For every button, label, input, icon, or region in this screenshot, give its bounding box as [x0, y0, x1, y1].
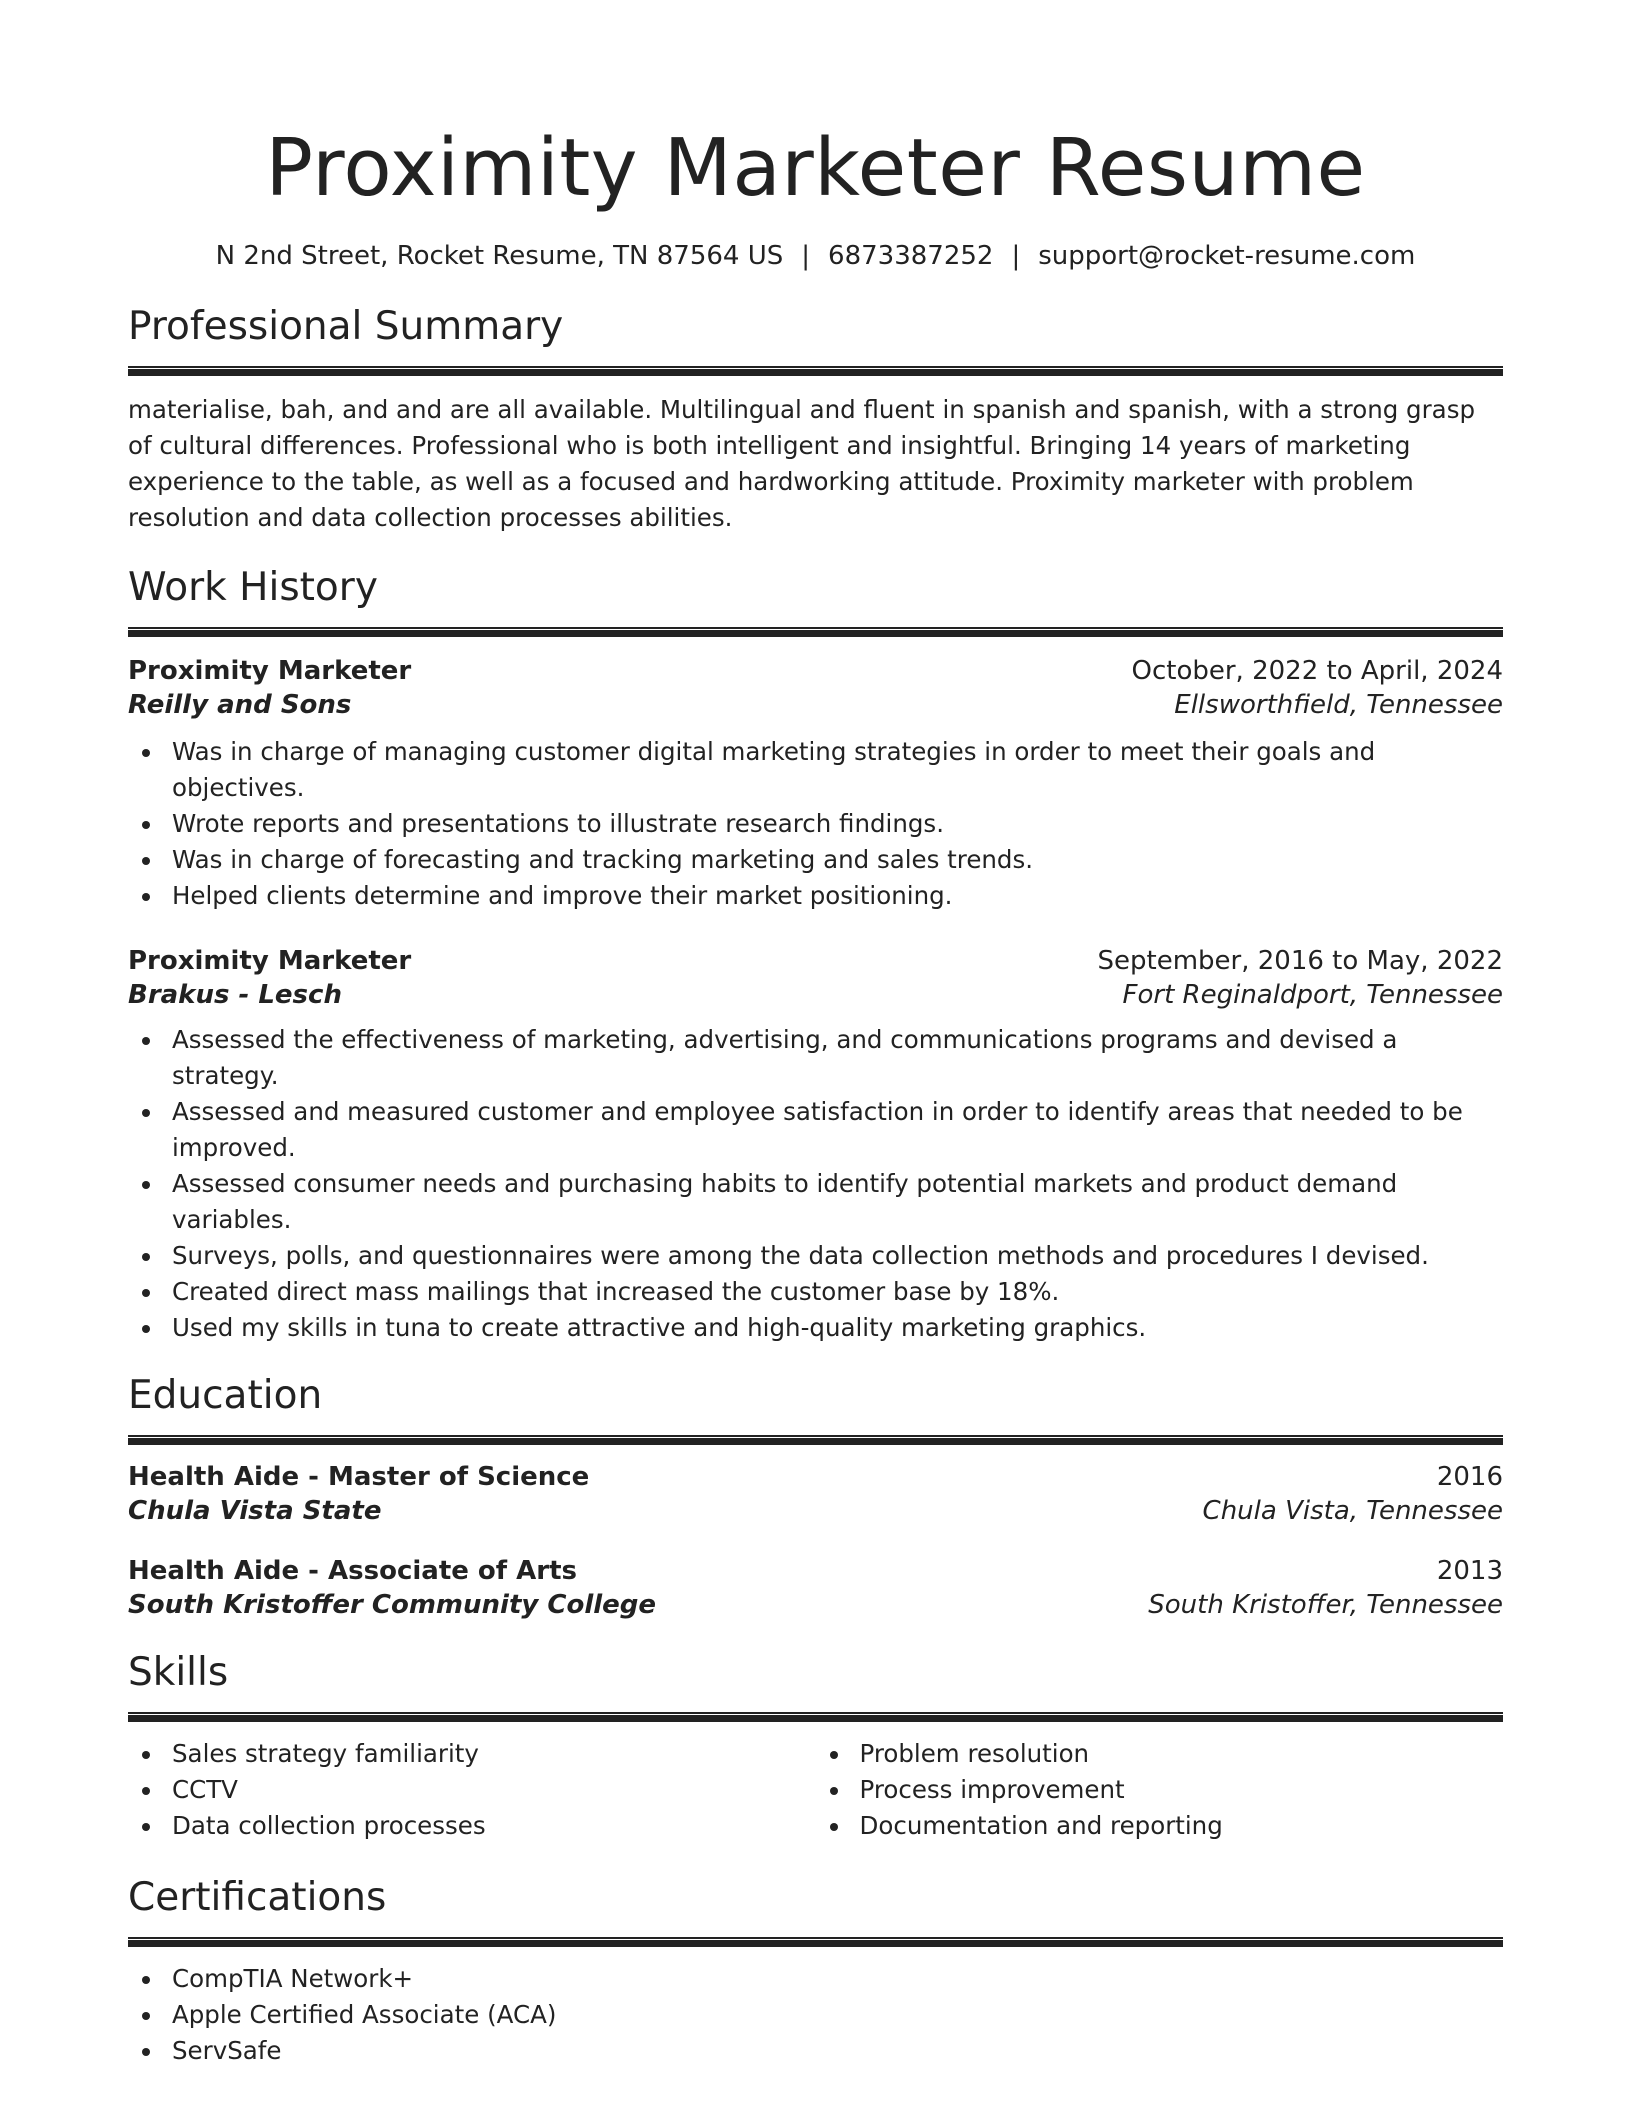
summary-text: materialise, bah, and and are all available. Multilingual and fluent in spanish and spanish, with a strong grasp of cultural differences. Professional who is both intelligent and insightful. Bringing 14 years of marketing experience to the table, as well as a focused and hardworking attitude. Proximity marketer with problem resolution and data collection processes abilities.: [128, 395, 1476, 532]
job-company-row: [128, 690, 1503, 720]
certifications-list: [128, 1961, 1503, 2069]
section-divider: [128, 1937, 1503, 1947]
list-item: Documentation and reporting: [816, 1808, 1504, 1844]
job-title: Proximity Marketer: [128, 656, 412, 686]
education-entry: [128, 1462, 1503, 1526]
list-item: Sales strategy familiarity: [128, 1736, 816, 1772]
list-item: Created direct mass mailings that increased the customer base by 18%.: [128, 1274, 1503, 1310]
list-item: Was in charge of managing customer digital marketing strategies in order to meet their goals and objectives.: [128, 734, 1503, 806]
list-item: Surveys, polls, and questionnaires were among the data collection methods and procedures I devised.: [128, 1238, 1503, 1274]
skills-section: [128, 1650, 1503, 1844]
skills-grid: [128, 1736, 1503, 1844]
section-title-summary: Professional Summary: [128, 304, 564, 349]
job-company: Brakus - Lesch: [128, 980, 342, 1010]
section-title-education: Education: [128, 1373, 323, 1418]
list-item: Helped clients determine and improve their market positioning.: [128, 878, 1503, 914]
section-divider: [128, 1712, 1503, 1722]
education-school-row: [128, 1496, 1503, 1526]
job-location: Fort Reginaldport, Tennessee: [1122, 980, 1503, 1010]
list-item: CCTV: [128, 1772, 816, 1808]
resume-name: Proximity Marketer Resume: [265, 122, 1366, 214]
list-item: Used my skills in tuna to create attractive and high-quality marketing graphics.: [128, 1310, 1503, 1346]
job-header-row: [128, 946, 1503, 976]
job-location: Ellsworthfield, Tennessee: [1174, 690, 1503, 720]
job-bullets: [128, 1022, 1503, 1346]
job-header-row: [128, 656, 1503, 686]
list-item: Assessed consumer needs and purchasing habits to identify potential markets and product demand variables.: [128, 1166, 1503, 1238]
education-entry: [128, 1556, 1503, 1620]
education-degree: Health Aide - Master of Science: [128, 1462, 590, 1492]
job-entry: [128, 946, 1503, 1346]
certifications-section: [128, 1875, 1503, 2069]
job-dates: September, 2016 to May, 2022: [1097, 946, 1503, 976]
list-item: Assessed the effectiveness of marketing, advertising, and communications programs and devised a strategy.: [128, 1022, 1503, 1094]
job-company: Reilly and Sons: [128, 690, 352, 720]
skills-column-right: [816, 1736, 1504, 1844]
education-header-row: [128, 1556, 1503, 1586]
education-location: South Kristoffer, Tennessee: [1148, 1590, 1503, 1620]
summary-section: [128, 304, 1503, 536]
list-item: Apple Certified Associate (ACA): [128, 1997, 1503, 2033]
section-divider: [128, 366, 1503, 376]
education-school: Chula Vista State: [128, 1496, 382, 1526]
contact-phone: 6873387252: [828, 241, 994, 271]
education-degree: Health Aide - Associate of Arts: [128, 1556, 578, 1586]
list-item: Data collection processes: [128, 1808, 816, 1844]
list-item: CompTIA Network+: [128, 1961, 1503, 1997]
list-item: Wrote reports and presentations to illustrate research findings.: [128, 806, 1503, 842]
section-divider: [128, 1435, 1503, 1445]
education-location: Chula Vista, Tennessee: [1202, 1496, 1503, 1526]
list-item: Was in charge of forecasting and tracking marketing and sales trends.: [128, 842, 1503, 878]
education-year: 2016: [1436, 1462, 1503, 1492]
contact-email: support@rocket-resume.com: [1038, 241, 1416, 271]
section-title-skills: Skills: [128, 1650, 229, 1695]
job-company-row: [128, 980, 1503, 1010]
section-title-certifications: Certifications: [128, 1875, 387, 1920]
education-year: 2013: [1436, 1556, 1503, 1586]
contact-line: [128, 241, 1503, 271]
contact-separator: |: [801, 241, 811, 271]
section-divider: [128, 627, 1503, 637]
job-entry: [128, 656, 1503, 914]
job-title: Proximity Marketer: [128, 946, 412, 976]
job-bullets: [128, 734, 1503, 914]
education-section: [128, 1373, 1503, 1620]
list-item: ServSafe: [128, 2033, 1503, 2069]
work-section: [128, 565, 1503, 1346]
list-item: Assessed and measured customer and employee satisfaction in order to identify areas that needed to be improved.: [128, 1094, 1503, 1166]
skills-column-left: [128, 1736, 816, 1844]
education-header-row: [128, 1462, 1503, 1492]
job-dates: October, 2022 to April, 2024: [1131, 656, 1503, 686]
section-title-work: Work History: [128, 565, 378, 610]
education-school-row: [128, 1590, 1503, 1620]
contact-address: N 2nd Street, Rocket Resume, TN 87564 US: [215, 241, 784, 271]
list-item: Process improvement: [816, 1772, 1504, 1808]
education-school: South Kristoffer Community College: [128, 1590, 657, 1620]
contact-separator: |: [1011, 241, 1021, 271]
list-item: Problem resolution: [816, 1736, 1504, 1772]
